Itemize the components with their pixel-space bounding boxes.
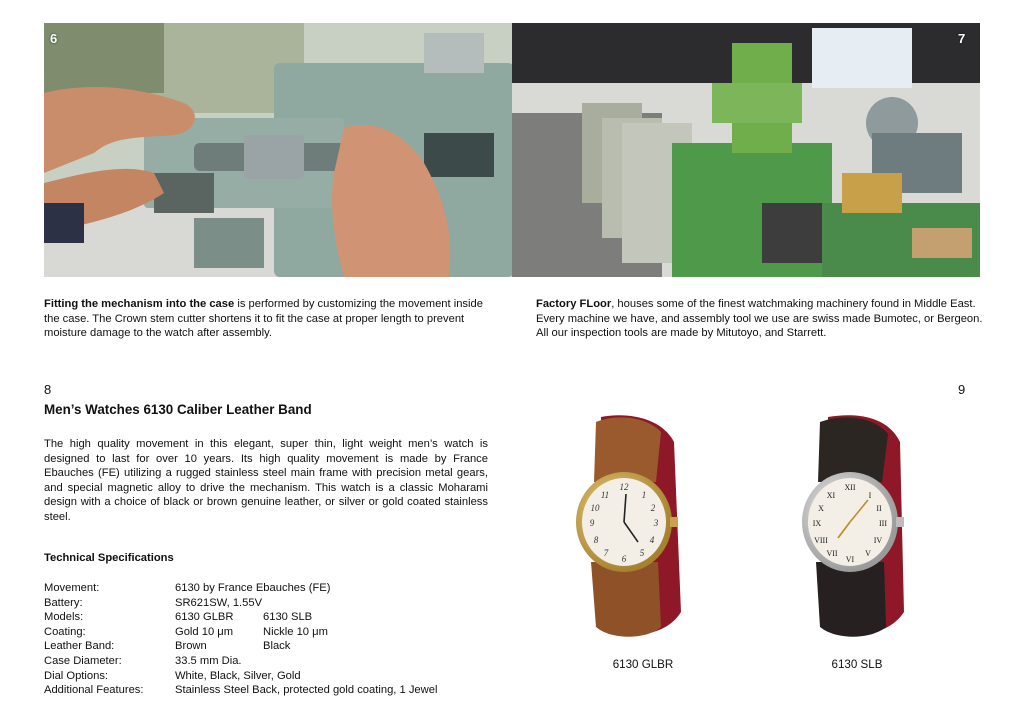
svg-text:8: 8	[593, 535, 599, 545]
spec-row-dial-options	[44, 669, 328, 684]
svg-text:5: 5	[639, 548, 645, 558]
spec-value: White, Black, Silver, Gold	[175, 669, 301, 682]
caption-fitting-mechanism	[44, 297, 492, 341]
svg-text:IV: IV	[873, 536, 883, 545]
svg-text:VI: VI	[845, 555, 855, 564]
spec-value: 33.5 mm Dia.	[175, 654, 242, 667]
spec-label: Battery:	[44, 596, 83, 609]
spec-label: Additional Features:	[44, 684, 144, 697]
product-title: Men’s Watches 6130 Caliber Leather Band	[44, 402, 312, 417]
svg-text:IX: IX	[812, 519, 822, 528]
svg-text:2: 2	[650, 503, 656, 513]
page-number-7: 7	[958, 31, 966, 46]
caption-fitting-mechanism-bold: Fitting the mechanism into the case	[44, 298, 235, 310]
spec-row-battery	[44, 596, 328, 611]
watch-label-glbr: 6130 GLBR	[612, 658, 674, 671]
page-number-6: 6	[50, 31, 58, 46]
svg-text:III: III	[879, 519, 887, 528]
spec-row-case-diameter	[44, 654, 328, 669]
spec-value: Stainless Steel Back, protected gold coating, 1 Jewel	[175, 684, 438, 697]
photo-factory-floor	[512, 23, 980, 277]
factory-floor-illustration	[512, 23, 980, 277]
spec-value-alt: Black	[263, 640, 291, 653]
watch-6130-glbr-image	[566, 412, 696, 642]
svg-text:10: 10	[590, 503, 600, 513]
watch-gold-brown-icon	[566, 412, 696, 642]
svg-text:V: V	[865, 549, 871, 558]
svg-text:I: I	[868, 491, 872, 500]
svg-text:3: 3	[653, 518, 659, 528]
svg-text:12: 12	[619, 482, 629, 492]
spec-row-additional-features	[44, 683, 438, 698]
watch-label-slb: 6130 SLB	[831, 658, 883, 671]
spec-label: Dial Options:	[44, 669, 109, 682]
svg-text:4: 4	[649, 535, 655, 545]
watch-silver-black-icon	[788, 412, 918, 642]
spec-value: 6130 GLBR	[175, 611, 234, 624]
spec-heading: Technical Specifications	[44, 552, 174, 564]
page-number-9: 9	[958, 382, 966, 397]
watch-6130-slb-image	[788, 412, 918, 642]
spec-row-leather-band	[44, 639, 328, 654]
spec-row-coating	[44, 625, 328, 640]
svg-text:XII: XII	[844, 483, 856, 492]
svg-text:VII: VII	[826, 549, 838, 558]
svg-text:6: 6	[621, 554, 627, 564]
spec-row-models	[44, 610, 328, 625]
spec-value: Gold 10 μm	[175, 625, 234, 638]
page-number-8: 8	[44, 382, 52, 397]
spec-label: Models:	[44, 611, 84, 624]
svg-text:X: X	[818, 504, 824, 513]
spec-label: Movement:	[44, 582, 100, 594]
svg-text:II: II	[876, 504, 882, 513]
fitting-mechanism-illustration	[44, 23, 512, 277]
photo-fitting-mechanism	[44, 23, 512, 277]
spec-table	[44, 581, 438, 698]
svg-text:VIII: VIII	[814, 536, 828, 545]
spec-label: Leather Band:	[44, 640, 115, 653]
product-description: The high quality movement in this elegant, super thin, light weight men’s watch is designed to last for over 10 years. Its high quality movement is made by France Ebauches (FE) utilizing a rugged stainless steel main frame with precision metal gears, and special magnetic alloy to drive the mechanism. This watch is a classic Moharami design with a choice of black or brown genuine leather, or silver or gold coated stainless steel.	[44, 438, 488, 523]
spec-value: 6130 by France Ebauches (FE)	[175, 582, 331, 594]
spec-value-alt: Nickle 10 μm	[263, 625, 328, 638]
svg-text:1: 1	[641, 490, 647, 500]
caption-factory-floor-text: , houses some of the finest watchmaking machinery found in Middle East. Every machine we have, and assembly tool we use are swiss made Bumotec, or Bergeon. All our inspection tools are made by Mitutoyo, and Starrett.	[536, 298, 983, 340]
caption-factory-floor	[536, 297, 984, 341]
caption-fitting-mechanism-text: is performed by customizing the movement inside the case. The Crown stem cutter shortens it to fit the case at proper length to prevent moisture damage to the watch after assembly.	[44, 298, 483, 340]
svg-text:9: 9	[589, 518, 595, 528]
svg-text:XI: XI	[826, 491, 836, 500]
spec-label: Coating:	[44, 625, 86, 638]
spec-label: Case Diameter:	[44, 654, 122, 667]
caption-factory-floor-bold: Factory FLoor	[536, 298, 612, 310]
svg-text:11: 11	[600, 490, 610, 500]
spec-value: SR621SW, 1.55V	[175, 596, 263, 609]
spec-row-movement	[44, 581, 331, 596]
spec-value: Brown	[175, 640, 207, 653]
svg-text:7: 7	[603, 548, 609, 558]
spec-value-alt: 6130 SLB	[263, 611, 313, 624]
